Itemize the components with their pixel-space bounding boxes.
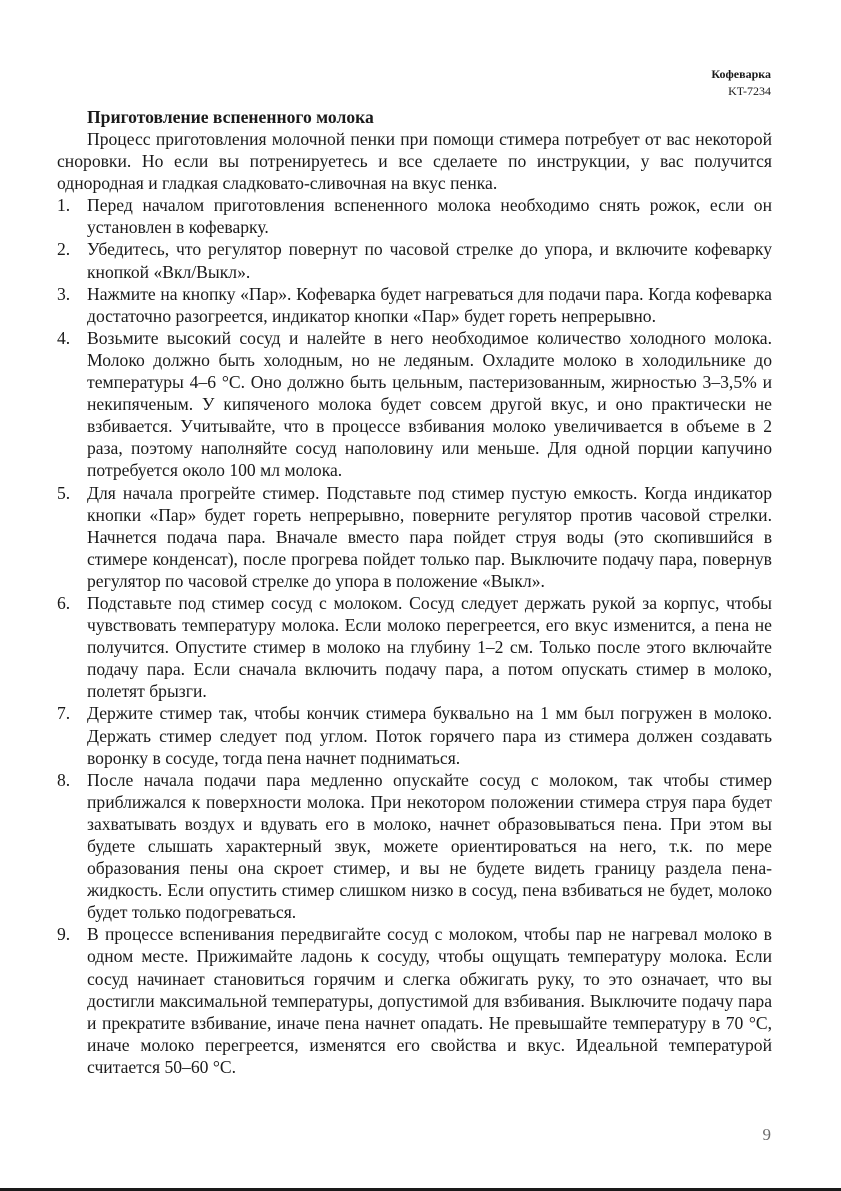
list-item bbox=[57, 238, 772, 282]
list-item bbox=[57, 769, 772, 924]
step-text: Подставьте под стимер сосуд с молоком. Сосуд следует держать рукой за корпус, чтобы чувствовать температуру молока. Если молоко перегреется, его вкус изменится, а пена не получится. Опустите стимер в молоко на глубину 1–2 см. Только после этого включайте подачу пара. Если сначала включить подачу пара, а потом опускать стимер в молоко, полетят брызги. bbox=[87, 592, 772, 702]
step-number: 7. bbox=[57, 703, 71, 724]
list-item bbox=[57, 283, 772, 327]
step-text: В процессе вспенивания передвигайте сосуд с молоком, чтобы пар не нагревал молоко в одном месте. Прижимайте ладонь к сосуду, чтобы ощущать температуру молока. Если сосуд начинает становиться горячим и слегка обжигать руку, то это означает, что вы достигли максимальной температуры, допустимой для взбивания. Выключите подачу пара и прекратите взбивание, иначе пена начнет опадать. Не превышайте температуру в 70 °C, иначе молоко перегреется, изменятся его свойства и вкус. Идеальной температурой считается 50–60 °C. bbox=[87, 924, 772, 1077]
list-item bbox=[57, 327, 772, 482]
model-number: KT-7234 bbox=[728, 84, 771, 98]
step-number: 5. bbox=[57, 482, 71, 503]
step-text: Держите стимер так, чтобы кончик стимера буквально на 1 мм был погружен в молоко. Держать стимер следует под углом. Поток горячего пара из стимера должен создавать воронку в сосуде, тогда пена начнет подниматься. bbox=[87, 703, 772, 768]
step-text: Для начала прогрейте стимер. Подставьте под стимер пустую емкость. Когда индикатор кнопки «Пар» будет гореть непрерывно, поверните регулятор против часовой стрелки. Начнется подача пара. Вначале вместо пара пойдет струя воды (это скопившийся в стимере конденсат), после прогрева пойдет только пар. Выключите подачу пара, повернув регулятор по часовой стрелке до упора в положение «Выкл». bbox=[87, 482, 772, 591]
step-number: 3. bbox=[57, 283, 71, 304]
section-title: Приготовление вспененного молока bbox=[87, 107, 374, 127]
page-content bbox=[57, 106, 772, 1078]
list-item bbox=[57, 592, 772, 702]
step-number: 4. bbox=[57, 327, 71, 348]
page-number: 9 bbox=[762, 1125, 771, 1144]
list-item bbox=[57, 702, 772, 768]
step-number: 2. bbox=[57, 239, 71, 260]
list-item bbox=[57, 194, 772, 238]
steps-list bbox=[57, 194, 772, 1078]
step-text: После начала подачи пара медленно опускайте сосуд с молоком, так чтобы стимер приближался к поверхности молока. При некотором положении стимера струя пара будет захватывать воздух и вдувать его в молоко, начнет образовываться пена. При этом вы будете слышать характерный звук, можете ориентироваться на него, т.к. по мере образования пены она скроет стимер, и вы не будете видеть границу раздела пена-жидкость. Если опустить стимер слишком низко в сосуд, пена взбиваться не будет, молоко будет только подогреваться. bbox=[87, 769, 772, 923]
step-text: Убедитесь, что регулятор повернут по часовой стрелке до упора, и включите кофеварку кнопкой «Вкл/Выкл». bbox=[87, 239, 772, 282]
running-head bbox=[711, 66, 771, 100]
product-name: Кофеварка bbox=[711, 67, 771, 81]
step-text: Возьмите высокий сосуд и налейте в него необходимое количество холодного молока. Молоко должно быть холодным, но не ледяным. Охладите молоко в холодильнике до температуры 4–6 °C. Оно должно быть цельным, пастеризованным, жирностью 3–3,5% и некипяченым. У кипяченого молока будет совсем другой вкус, и оно практически не взбивается. Учитывайте, что в процессе взбивания молоко увеличивается в объеме в 2 раза, поэтому наполняйте сосуд наполовину или меньше. Для одной порции капучино потребуется около 100 мл молока. bbox=[87, 327, 772, 481]
step-text: Нажмите на кнопку «Пар». Кофеварка будет нагреваться для подачи пара. Когда кофеварка достаточно разогреется, индикатор кнопки «Пар» будет гореть непрерывно. bbox=[87, 283, 772, 326]
step-number: 9. bbox=[57, 924, 71, 945]
step-text: Перед началом приготовления вспененного молока необходимо снять рожок, если он установлен в кофеварку. bbox=[87, 195, 772, 238]
list-item bbox=[57, 482, 772, 592]
step-number: 1. bbox=[57, 195, 71, 216]
step-number: 8. bbox=[57, 769, 71, 790]
intro-paragraph: Процесс приготовления молочной пенки при помощи стимера потребует от вас некоторой сноровки. Но если вы потренируетесь и все сделаете по инструкции, у вас получится однородная и гладкая сладковато-сливочная на вкус пенка. bbox=[57, 129, 772, 194]
list-item bbox=[57, 923, 772, 1078]
step-number: 6. bbox=[57, 592, 71, 613]
